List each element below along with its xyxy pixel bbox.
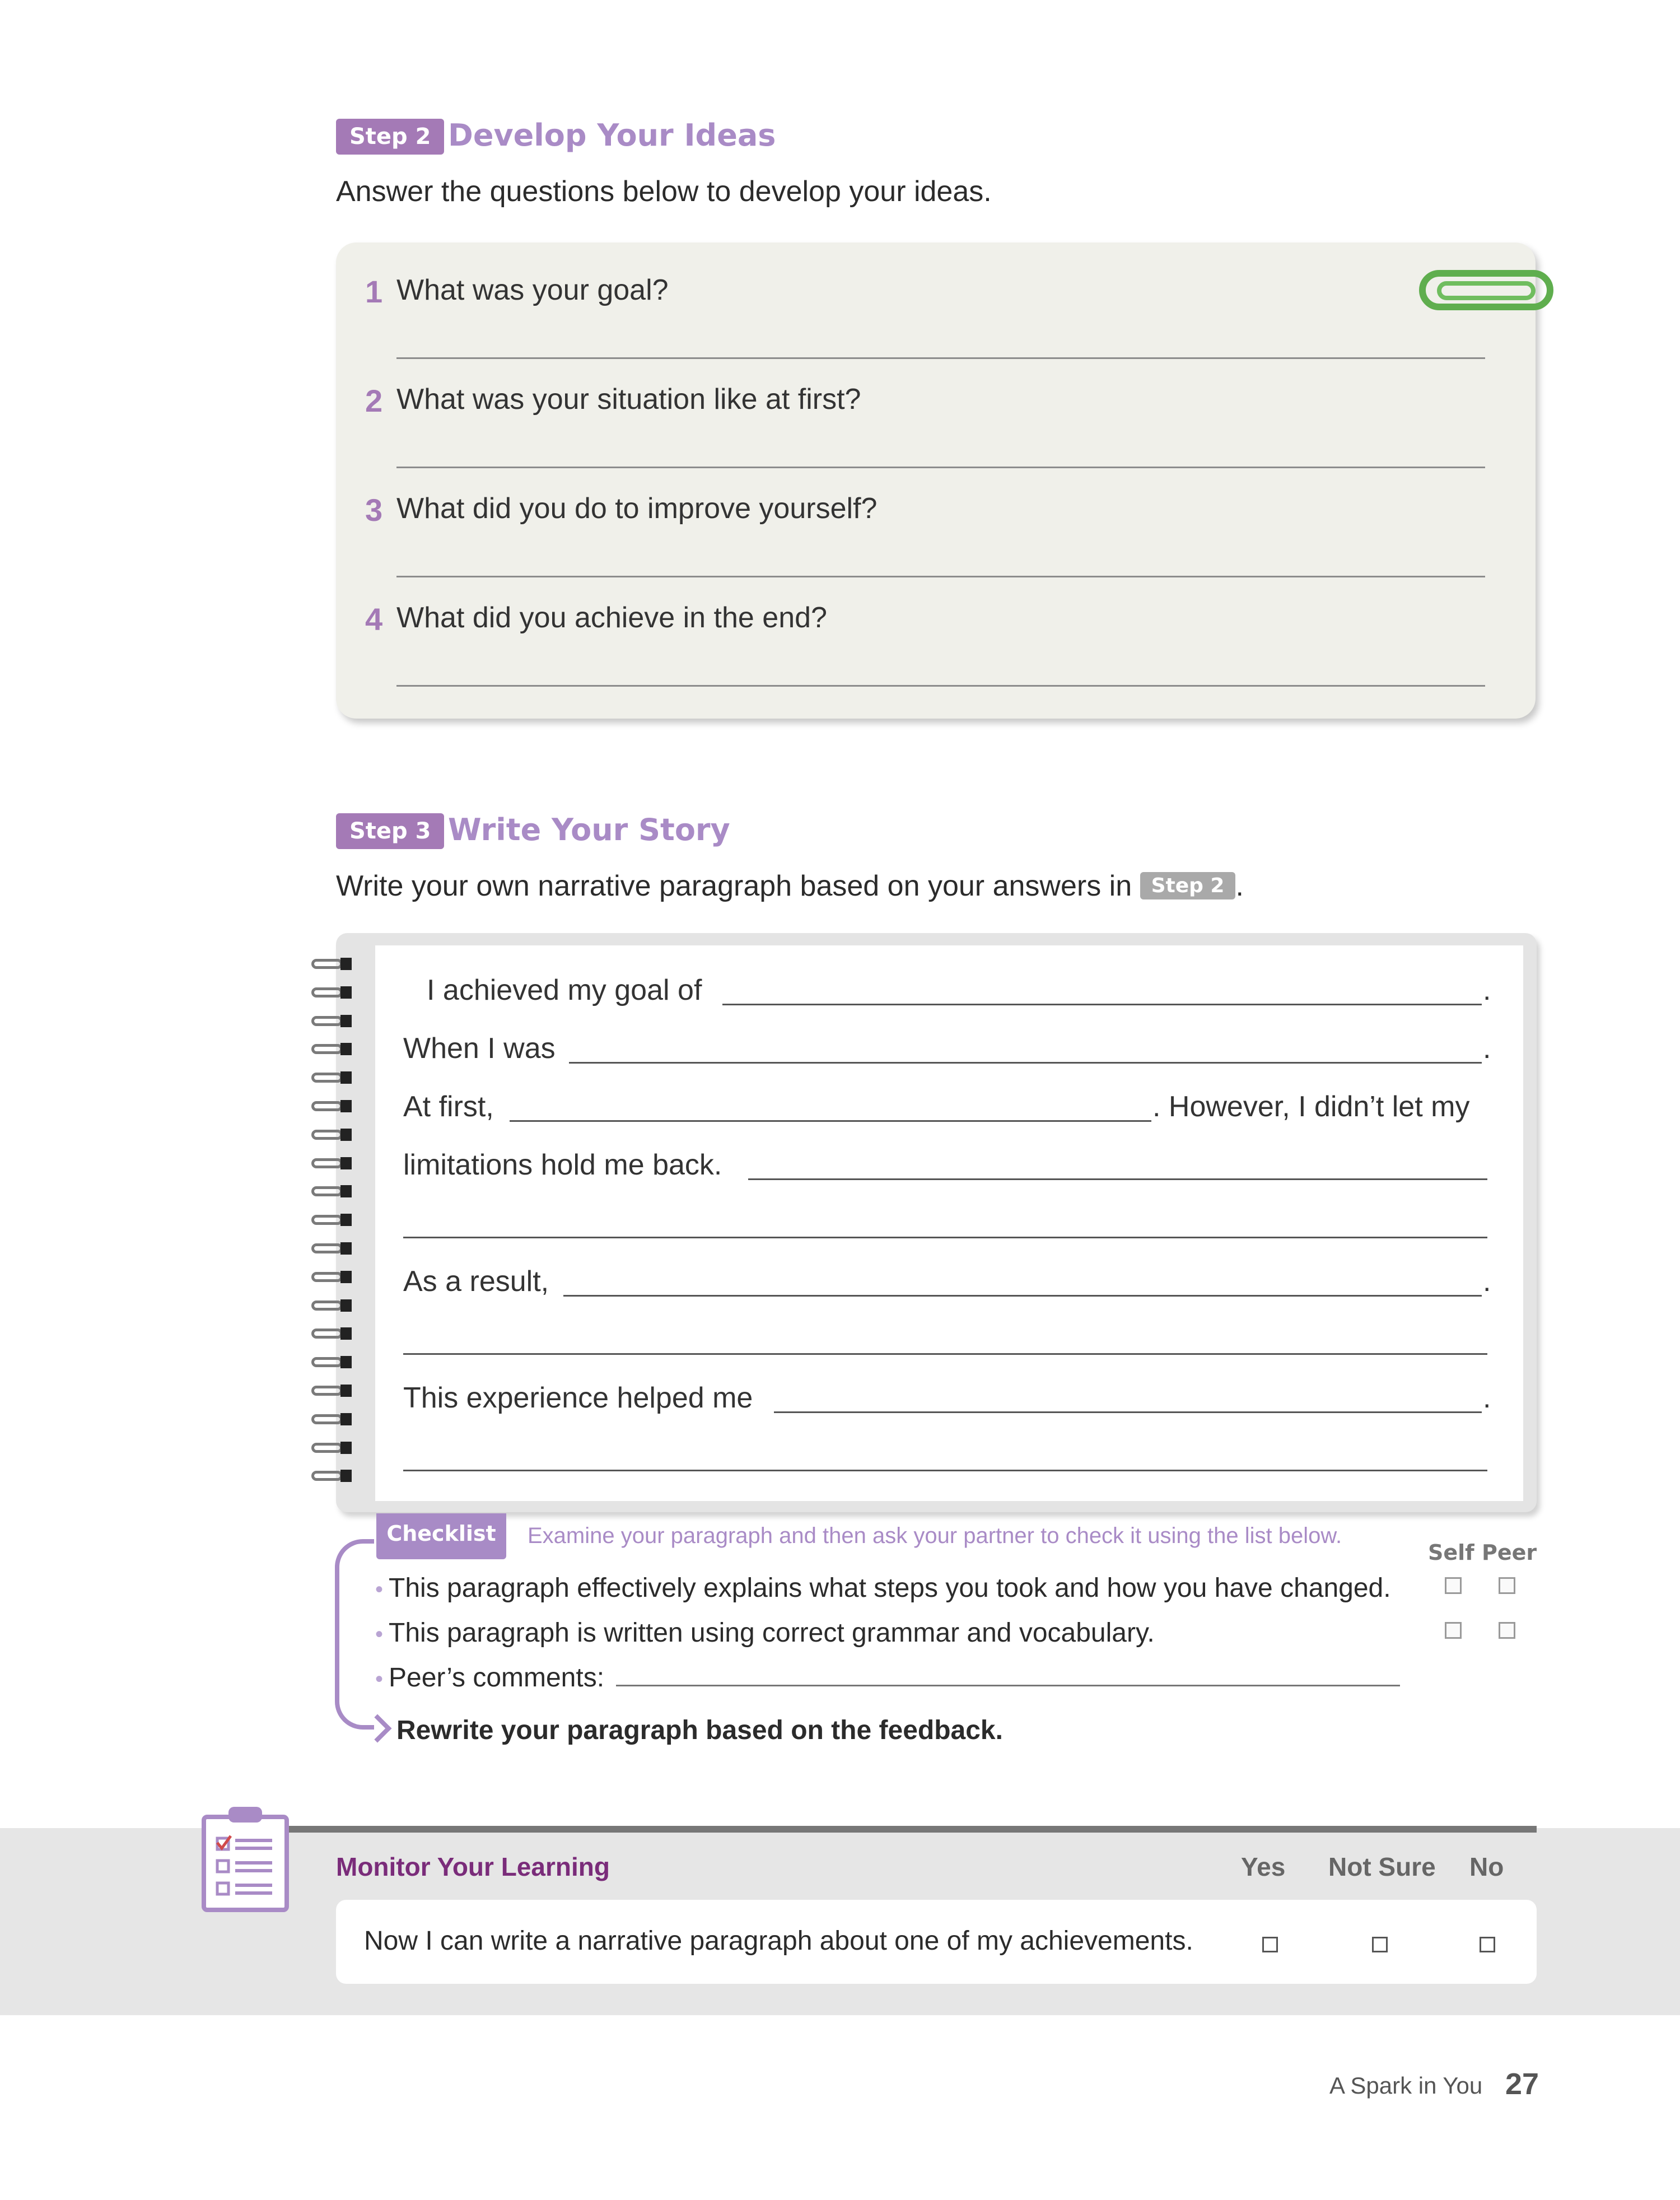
blank-when[interactable] [569,1062,1482,1064]
spiral-ring-icon [311,1042,356,1056]
step3-title: Write Your Story [448,812,730,847]
peer-comments-line[interactable] [616,1685,1400,1686]
unit-title: A Spark in You [1329,2072,1483,2099]
spiral-ring-icon [311,1270,356,1284]
spiral-ring-icon [311,1213,356,1227]
spiral-ring-icon [311,1383,356,1398]
checklist-item-2 [375,1618,1155,1648]
checklist-item-text: This paragraph effectively explains what steps you took and how you have changed. [389,1573,1391,1603]
col-no: No [1469,1852,1504,1881]
blank-at-first[interactable] [510,1120,1151,1122]
spiral-ring-icon [311,1127,356,1142]
peer-label: Peer [1482,1540,1537,1565]
spiral-ring-icon [311,1099,356,1113]
step3-instruction [336,869,1244,903]
spiral-ring-icon [311,1412,356,1427]
checklist-item-text: This paragraph is written using correct grammar and vocabulary. [389,1618,1155,1648]
blank-goal[interactable] [722,1004,1482,1005]
rewrite-instruction: Rewrite your paragraph based on the feedback. [396,1716,1003,1745]
page-number: 27 [1505,2067,1539,2101]
self-checkbox-1[interactable] [1445,1577,1462,1594]
checklist-item-1 [375,1573,1391,1604]
spiral-ring-icon [311,1326,356,1341]
question-text: What did you do to improve yourself? [396,492,878,525]
col-yes: Yes [1241,1852,1286,1881]
bullet: • [375,1577,384,1602]
monitor-title: Monitor Your Learning [336,1852,610,1881]
frame-experience: This experience helped me [403,1382,753,1414]
self-label: Self [1428,1540,1474,1565]
question-text: What was your goal? [396,274,669,306]
not-sure-checkbox[interactable] [1372,1937,1388,1952]
step2-reference-badge: Step 2 [1140,872,1236,899]
instruction-period: . [1235,870,1244,902]
question-number: 2 [365,383,383,418]
period: . [1483,1265,1491,1298]
frame-limitations: limitations hold me back. [403,1149,722,1181]
period: . [1483,1032,1491,1065]
spiral-ring-icon [311,1014,356,1028]
self-checkbox-2[interactable] [1445,1622,1462,1639]
spiral-ring-icon [311,1156,356,1171]
checklist-note: Examine your paragraph and then ask your partner to check it using the list below. [528,1523,1342,1548]
period: . [1483,1382,1491,1414]
blank-as-a-result[interactable] [563,1295,1482,1297]
answer-line-4[interactable] [396,685,1485,687]
step2-title: Develop Your Ideas [448,118,776,153]
checklist-item-3 [375,1662,604,1693]
question-text: What was your situation like at first? [396,383,861,416]
spiral-ring-icon [311,1241,356,1256]
frame-goal: I achieved my goal of [427,974,702,1006]
answer-line-2[interactable] [396,467,1485,468]
checklist-bracket [335,1539,374,1730]
monitor-rule [287,1826,1537,1833]
spiral-ring-icon [311,1184,356,1199]
col-not-sure: Not Sure [1328,1852,1436,1881]
paperclip-inner [1437,281,1536,300]
spiral-ring-icon [311,985,356,1000]
frame-however: . However, I didn’t let my [1152,1090,1470,1123]
checklist-item-text: Peer’s comments: [389,1663,605,1693]
blank-limitations[interactable] [748,1178,1487,1180]
step3-instruction-text: Write your own narrative paragraph based on your answers in [336,870,1132,902]
spiral-ring-icon [311,1355,356,1369]
answer-line-3[interactable] [396,576,1485,577]
peer-checkbox-1[interactable] [1499,1577,1515,1594]
blank-line-extra-1[interactable] [403,1237,1487,1238]
spiral-ring-icon [311,957,356,971]
peer-checkbox-2[interactable] [1499,1622,1515,1639]
question-number: 3 [365,492,383,528]
blank-line-extra-2[interactable] [403,1353,1487,1355]
questions-card [336,243,1536,719]
clipboard-checklist-icon [200,1803,290,1913]
question-number: 1 [365,274,383,309]
step2-badge: Step 2 [336,119,444,155]
spiral-ring-icon [311,1441,356,1455]
spiral-ring-icon [311,1298,356,1313]
bullet: • [375,1622,384,1647]
frame-when: When I was [403,1032,556,1065]
bullet: • [375,1667,384,1691]
no-checkbox[interactable] [1480,1937,1495,1952]
spiral-ring-icon [311,1070,356,1085]
frame-as-a-result: As a result, [403,1265,549,1298]
step2-instruction: Answer the questions below to develop your ideas. [336,175,992,208]
yes-checkbox[interactable] [1262,1937,1278,1952]
monitor-statement: Now I can write a narrative paragraph about one of my achievements. [364,1926,1193,1956]
blank-line-extra-3[interactable] [403,1470,1487,1471]
step3-badge: Step 3 [336,813,444,849]
frame-at-first: At first, [403,1090,494,1123]
notebook-page [375,945,1523,1501]
question-number: 4 [365,602,383,637]
blank-experience[interactable] [774,1411,1482,1413]
answer-line-1[interactable] [396,357,1485,359]
period: . [1483,974,1491,1006]
checklist-tab: Checklist [376,1513,506,1559]
question-text: What did you achieve in the end? [396,602,827,634]
spiral-ring-icon [311,1469,356,1483]
